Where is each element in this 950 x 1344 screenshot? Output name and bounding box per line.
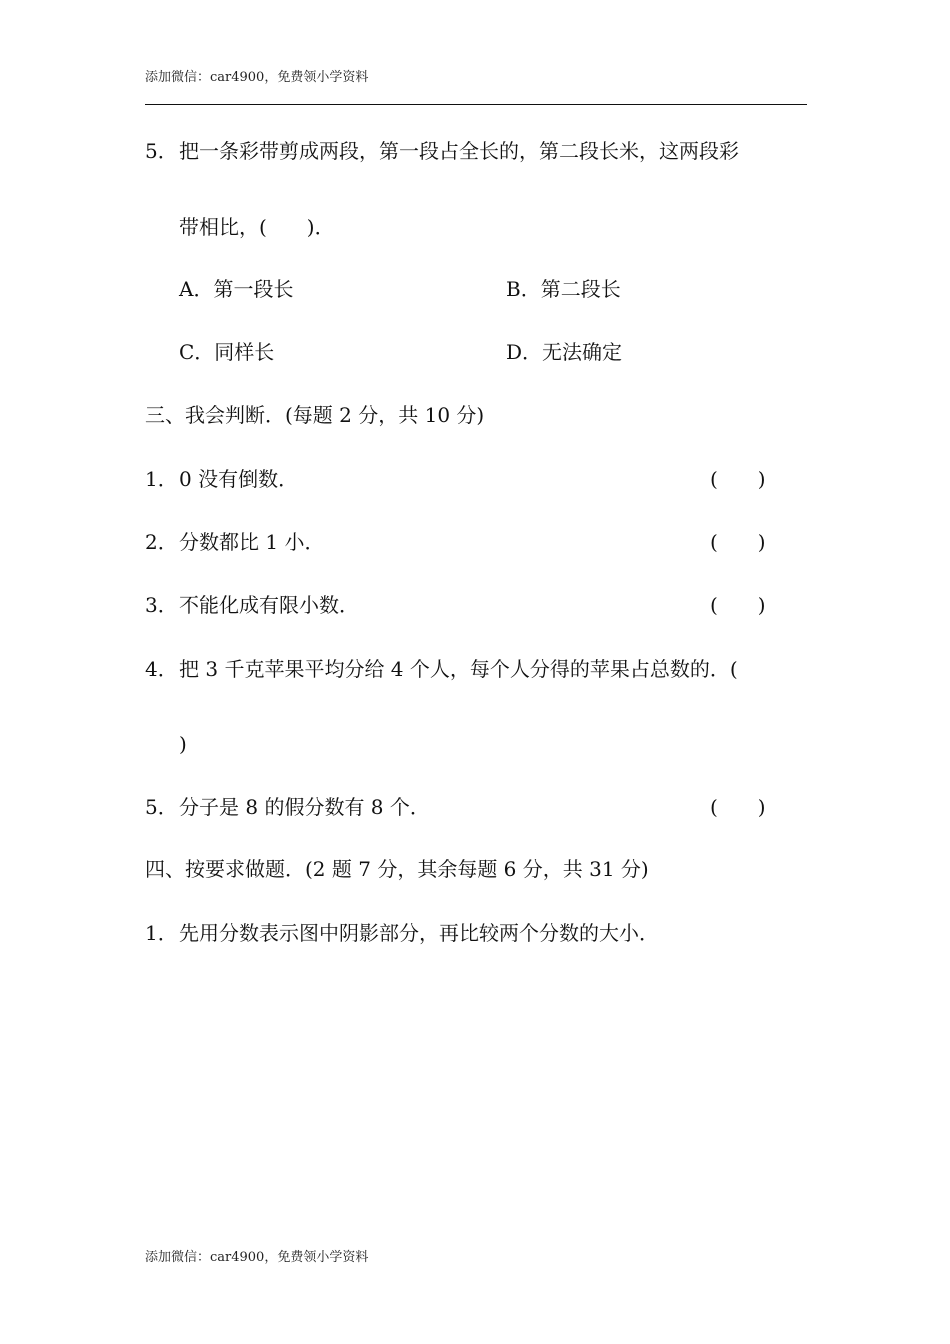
question-text: 把一条彩带剪成两段，第一段占全长的，第二段长米，这两段彩 bbox=[179, 139, 739, 163]
option-d: D．无法确定 bbox=[506, 340, 623, 364]
item-text: 分数都比 1 小． bbox=[179, 530, 325, 554]
answer-blank-3: ( ) bbox=[710, 593, 766, 617]
item-text: 0 没有倒数． bbox=[179, 467, 299, 491]
option-a: A．第一段长 bbox=[179, 277, 294, 301]
item-number: 4． bbox=[145, 657, 178, 681]
answer-blank-5: ( ) bbox=[710, 795, 766, 819]
item-number: 1． bbox=[145, 467, 178, 491]
section-3-title: 三、我会判断．(每题 2 分，共 10 分) bbox=[145, 403, 485, 427]
page-footer: 添加微信：car4900，免费领小学资料 bbox=[145, 1250, 369, 1265]
item-text: 先用分数表示图中阴影部分，再比较两个分数的大小． bbox=[179, 921, 659, 945]
judge-item-3 bbox=[145, 591, 359, 619]
item-number: 5． bbox=[145, 795, 178, 819]
item-number: 3． bbox=[145, 593, 178, 617]
option-b: B．第二段长 bbox=[506, 277, 621, 301]
item-text: 不能化成有限小数． bbox=[179, 593, 359, 617]
page-header: 添加微信：car4900，免费领小学资料 bbox=[145, 70, 369, 85]
question-5 bbox=[145, 137, 739, 165]
judge-item-4-continuation: ) bbox=[179, 732, 187, 756]
section-4-title: 四、按要求做题．(2 题 7 分，其余每题 6 分，共 31 分) bbox=[145, 857, 649, 881]
judge-item-4 bbox=[145, 655, 738, 683]
question-number: 5． bbox=[145, 139, 178, 163]
item-text: 把 3 千克苹果平均分给 4 个人，每个人分得的苹果占总数的．( bbox=[179, 657, 738, 681]
judge-item-5 bbox=[145, 793, 430, 821]
option-c: C．同样长 bbox=[179, 340, 275, 364]
task-item-1 bbox=[145, 919, 659, 947]
answer-blank-2: ( ) bbox=[710, 530, 766, 554]
question-5-continuation: 带相比，( )． bbox=[179, 215, 335, 239]
item-number: 2． bbox=[145, 530, 178, 554]
header-divider bbox=[145, 104, 807, 105]
item-text: 分子是 8 的假分数有 8 个． bbox=[179, 795, 430, 819]
judge-item-2 bbox=[145, 528, 324, 556]
answer-blank-1: ( ) bbox=[710, 467, 766, 491]
judge-item-1 bbox=[145, 465, 298, 493]
item-number: 1． bbox=[145, 921, 178, 945]
